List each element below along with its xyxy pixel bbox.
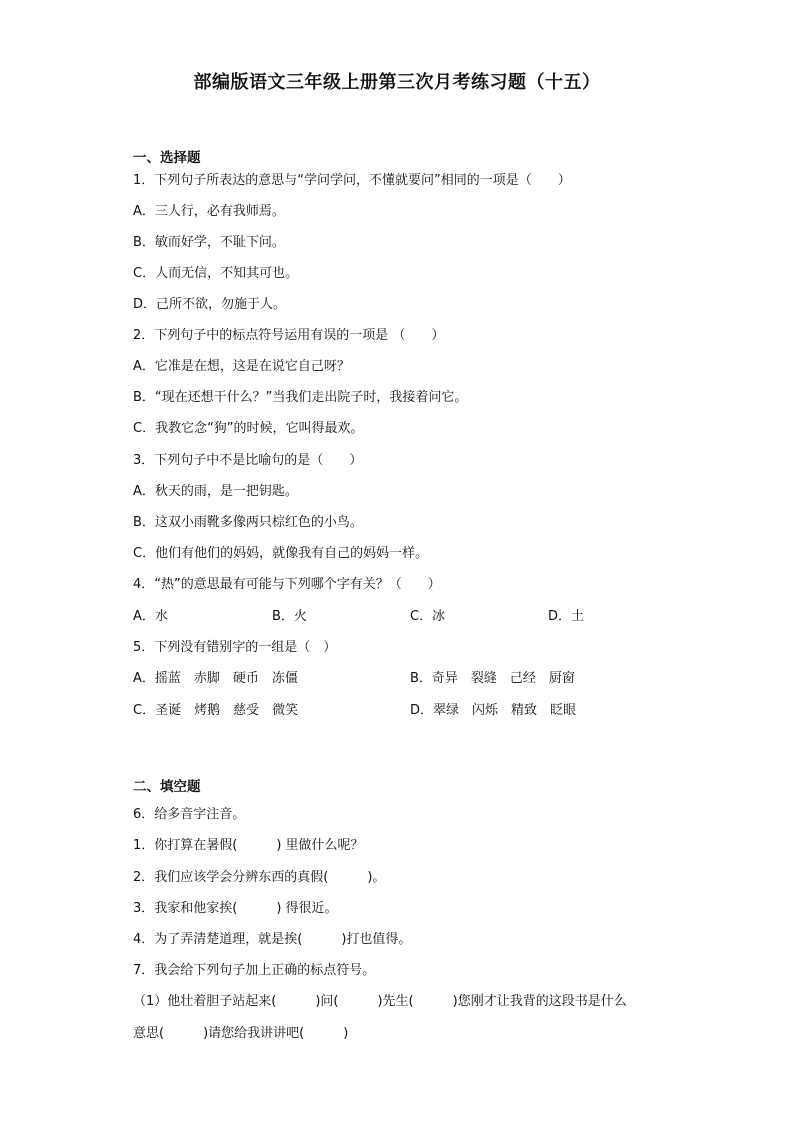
- question-4-option-c: C．冰: [410, 609, 446, 624]
- question-6-item-1: 1．你打算在暑假( ) 里做什么呢？: [133, 838, 364, 853]
- question-4-option-a: A．水: [133, 609, 168, 624]
- question-5-option-a: A．摇蓝 赤脚 硬币 冻僵: [133, 671, 298, 686]
- question-7-line-1: （1）他壮着胆子站起来( )问( )先生( )您刚才让我背的这段书是什么: [133, 994, 627, 1009]
- question-1-option-c: C．人而无信，不知其可也。: [133, 266, 299, 281]
- question-5-option-b: B．奇异 裂缝 己经 厨窗: [410, 671, 575, 686]
- question-3-option-c: C．他们有他们的妈妈，就像我有自己的妈妈一样。: [133, 546, 429, 561]
- question-6-stem: 6．给多音字注音。: [133, 807, 246, 822]
- question-2-option-a: A．它准是在想，这是在说它自己呀？: [133, 359, 350, 374]
- question-4-stem: 4．“热”的意思最有可能与下列哪个字有关？（ ）: [133, 577, 441, 592]
- question-2-option-c: C．我教它念“狗”的时候，它叫得最欢。: [133, 421, 364, 436]
- question-5-option-c: C．圣诞 烤鹅 慈受 微笑: [133, 703, 299, 718]
- question-1-option-d: D．己所不欲，勿施于人。: [133, 297, 287, 312]
- question-4-option-b: B．火: [272, 609, 307, 624]
- question-7-line-2: 意思( )请您给我讲讲吧( ): [133, 1026, 349, 1041]
- question-1-option-a: A．三人行，必有我师焉。: [133, 204, 285, 219]
- question-4-option-d: D．土: [548, 609, 585, 624]
- question-1-option-b: B．敏而好学，不耻下问。: [133, 235, 285, 250]
- question-6-item-3: 3．我家和他家挨( ) 得很近。: [133, 901, 338, 916]
- question-2-stem: 2．下列句子中的标点符号运用有误的一项是 （ ）: [133, 328, 445, 343]
- question-1-stem: 1．下列句子所表达的意思与“学问学问，不懂就要问”相同的一项是（ ）: [133, 173, 571, 188]
- question-5-stem: 5．下列没有错别字的一组是（ ）: [133, 640, 337, 655]
- question-3-option-a: A．秋天的雨，是一把钥匙。: [133, 484, 298, 499]
- question-3-option-b: B．这双小雨靴多像两只棕红色的小鸟。: [133, 515, 363, 530]
- question-3-stem: 3．下列句子中不是比喻句的是（ ）: [133, 453, 363, 468]
- section-heading-fill-blank: 二、填空题: [133, 779, 201, 795]
- question-5-option-d: D．翠绿 闪烁 精致 眨眼: [410, 703, 577, 718]
- question-7-stem: 7．我会给下列句子加上正确的标点符号。: [133, 963, 376, 978]
- question-2-option-b: B．“现在还想干什么？”当我们走出院子时，我接着问它。: [133, 390, 468, 405]
- question-6-item-4: 4．为了弄清楚道理，就是挨( )打也值得。: [133, 932, 412, 947]
- section-heading-choice: 一、选择题: [133, 150, 201, 166]
- question-6-item-2: 2．我们应该学会分辨东西的真假( )。: [133, 870, 386, 885]
- page-title: 部编版语文三年级上册第三次月考练习题（十五）: [193, 72, 601, 93]
